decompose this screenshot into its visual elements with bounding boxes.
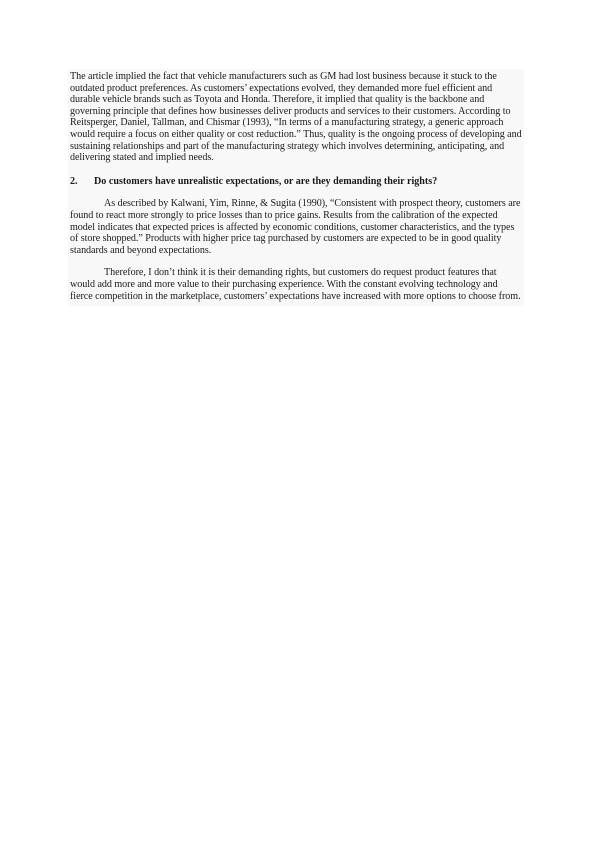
question-text: Do customers have unrealistic expectations, or are they demanding their rights? xyxy=(94,175,438,187)
paragraph-quality-intro: The article implied the fact that vehicle manufacturers such as GM had lost business because it stuck to the outdated product preferences. As customers’ expectations evolved, they demanded more fuel efficient and durable vehicle brands such as Toyota and Honda. Therefore, it implied that quality is the backbone and governing principle that defines how businesses deliver products and services to their customers. According to Reitsperger, Daniel, Tallman, and Chismar (1993), “In terms of a manufacturing strategy, a generic approach would require a focus on either quality or cost reduction.” Thus, quality is the ongoing process of developing and sustaining relationships and part of the manufacturing strategy which involves determining, anticipating, and delivering stated and implied needs. xyxy=(70,71,522,164)
question-number: 2. xyxy=(70,175,78,187)
question-heading xyxy=(70,176,522,188)
paragraph-prospect-theory: As described by Kalwani, Yim, Rinne, & Sugita (1990), “Consistent with prospect theory, customers are found to react more strongly to price losses than to price gains. Results from the calibration of the expected model indicates that expected prices is affected by economic conditions, customer characteristics, and the types of store shopped.” Products with higher price tag purchased by customers are expected to be in good quality standards and beyond expectations. xyxy=(70,198,521,256)
paragraph-conclusion: Therefore, I don’t think it is their demanding rights, but customers do request product features that would add more and more value to their purchasing experience. With the constant evolving technology and fierce competition in the marketplace, customers’ expectations have increased with more options to choose from. xyxy=(70,267,521,302)
paragraph-spacer xyxy=(70,256,522,267)
document-body xyxy=(68,69,524,306)
